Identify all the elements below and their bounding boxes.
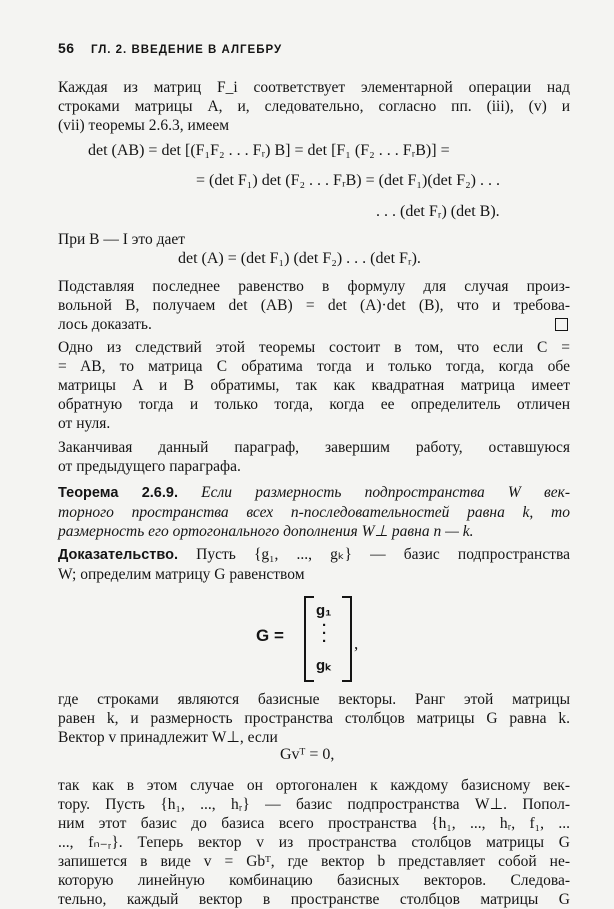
text-line: где строками являются базисные векторы. Ранг этой матрицы — [58, 691, 570, 708]
paragraph-1 — [58, 78, 570, 135]
text-line: = AB, то матрица C обратима тогда и только тогда, когда обе — [58, 358, 570, 375]
matrix-row-bottom: gₖ — [316, 657, 332, 674]
text-line: ним этот базис до базиса всего пространства {h₁, ..., hᵣ, f₁, ... — [58, 815, 570, 832]
equation-line-3: . . . (det Fᵣ) (det B). — [376, 203, 500, 220]
chapter-title: ГЛ. 2. ВВЕДЕНИЕ В АЛГЕБРУ — [90, 44, 283, 56]
theorem-text: торного пространства всех n-последовательностей равна k, то — [58, 504, 570, 521]
equation-2: det (A) = (det F₁) (det F₂) . . . (det Fᵣ). — [178, 250, 421, 267]
equation-line-1: det (AB) = det [(F₁F₂ . . . Fᵣ) B] = det [F₁ (F₂ . . . FᵣB)] = — [88, 142, 450, 159]
matrix-comma: , — [354, 634, 359, 653]
paragraph-3 — [58, 277, 570, 334]
text-line: Подставляя последнее равенство в формулу для случая произ- — [58, 278, 570, 295]
running-header — [58, 40, 282, 56]
text-line: матрицы A и B обратимы, так как квадратная матрица имеет — [58, 377, 570, 394]
matrix-lhs: G = — [256, 626, 284, 645]
text-line: вольной B, получаем det (AB) = det (A)·det (B), что и требова- — [58, 297, 570, 314]
proof-text: Пусть {g₁, ..., gₖ} — базис подпространства — [196, 546, 570, 563]
matrix-row-top: g₁ — [316, 602, 332, 619]
theorem-text: размерность его ортогонального дополнения W⊥ равна n — k. — [58, 523, 474, 540]
text-line: от предыдущего параграфа. — [58, 458, 241, 475]
text-line: тору. Пусть {h₁, ..., hᵣ} — базис подпространства W⊥. Попол- — [58, 796, 570, 813]
proof-text: W; определим матрицу G равенством — [58, 566, 305, 583]
page-number: 56 — [58, 40, 75, 56]
left-bracket — [304, 596, 314, 682]
paragraph-4 — [58, 338, 570, 433]
proof-block — [58, 545, 570, 584]
text-line: Каждая из матриц F_i соответствует элементарной операции над — [58, 79, 570, 96]
text-line: лось доказать. — [58, 316, 152, 333]
text-line: Вектор v принадлежит W⊥, если — [58, 729, 278, 746]
theorem-label: Теорема 2.6.9. — [58, 485, 178, 501]
proof-label: Доказательство. — [58, 547, 179, 563]
matrix-dots: · · · — [322, 617, 327, 650]
text-line: (vii) теоремы 2.6.3, имеем — [58, 117, 230, 134]
paragraph-2 — [58, 230, 570, 249]
text-line: от нуля. — [58, 415, 111, 432]
text-line: равен k, и размерность пространства столбцов матрицы G равна k. — [58, 710, 570, 727]
paragraph-6 — [58, 690, 570, 747]
text-line: обратную тогда и только тогда, когда ее определитель отличен — [58, 396, 570, 413]
text-line: строками матрицы A, и, следовательно, согласно пп. (iii), (v) и — [58, 98, 570, 115]
paragraph-5 — [58, 438, 570, 476]
text-line: ..., fₙ₋ᵣ}. Теперь вектор v из пространства столбцов матрицы G — [58, 834, 570, 851]
theorem-block — [58, 483, 570, 541]
right-bracket — [342, 596, 352, 682]
qed-square-icon — [555, 318, 568, 331]
equation-line-2: = (det F₁) det (F₂ . . . FᵣB) = (det F₁)(det F₂) . . . — [196, 172, 501, 189]
text-line: Одно из следствий этой теоремы состоит в том, что если C = — [58, 339, 570, 356]
paragraph-7 — [58, 776, 570, 909]
proof-line-1 — [58, 545, 570, 565]
text-line: так как в этом случае он ортогонален к каждому базисному век- — [58, 777, 570, 794]
text-line: которую линейную комбинацию базисных векторов. Следова- — [58, 872, 570, 889]
text-line: тельно, каждый вектор в пространстве столбцов матрицы G — [58, 891, 570, 908]
theorem-text: Если размерность подпространства W век- — [201, 484, 570, 501]
text-line: запишется в виде v = Gbᵀ, где вектор b представляет собой не- — [58, 853, 570, 870]
equation-3: Gvᵀ = 0, — [280, 746, 335, 763]
matrix-g — [256, 596, 366, 680]
theorem-line-1 — [58, 483, 570, 503]
text-line: Заканчивая данный параграф, завершим работу, оставшуюся — [58, 439, 570, 456]
text-line: При B — I это дает — [58, 231, 186, 248]
